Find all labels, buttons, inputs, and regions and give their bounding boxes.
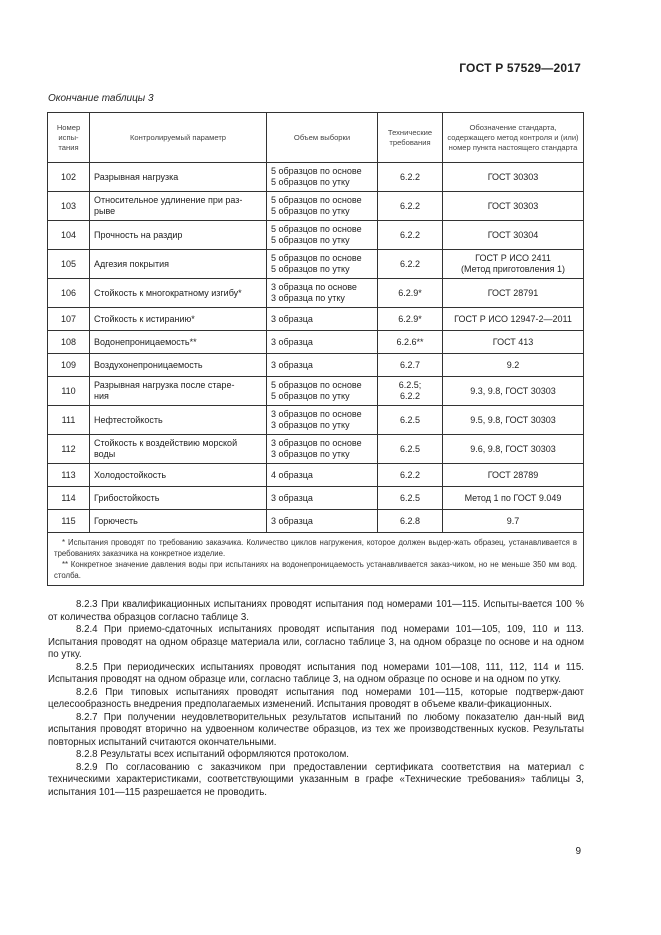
cell-req: 6.2.6**: [378, 331, 443, 354]
cell-sample: 4 образца: [267, 464, 378, 487]
cell-sample: 3 образцов по основе 3 образцов по утку: [267, 406, 378, 435]
requirements-table: [47, 112, 584, 586]
cell-num: 104: [48, 221, 90, 250]
cell-req: 6.2.5; 6.2.2: [378, 377, 443, 406]
cell-param: Холодостойкость: [90, 464, 267, 487]
table-row: [48, 377, 584, 406]
cell-param: Нефтестойкость: [90, 406, 267, 435]
cell-num: 106: [48, 279, 90, 308]
table-row: [48, 435, 584, 464]
cell-sample: 3 образца: [267, 331, 378, 354]
cell-sample: 3 образца: [267, 308, 378, 331]
cell-num: 108: [48, 331, 90, 354]
cell-sample: 3 образца: [267, 354, 378, 377]
cell-std: 9.6, 9.8, ГОСТ 30303: [443, 435, 584, 464]
cell-std: ГОСТ 28791: [443, 279, 584, 308]
paragraph-8-2-6: 8.2.6 При типовых испытаниях проводят испытания под номерами 101—115, которые подтверж-дают целесообразность внедрения предполагаемых изменений. Испытания проводят в объеме квали-фикационных.: [48, 686, 584, 710]
cell-req: 6.2.5: [378, 406, 443, 435]
cell-sample: 3 образцов по основе 3 образцов по утку: [267, 435, 378, 464]
table-row: [48, 487, 584, 510]
table-row: [48, 331, 584, 354]
paragraph-8-2-9: 8.2.9 По согласованию с заказчиком при предоставлении сертификата соответствия на материал с техническими характеристиками, соответствующими указанным в графе «Технические требования» таблицы 3, испытания 101—115 разрешается не проводить.: [48, 761, 584, 798]
document-id: ГОСТ Р 57529—2017: [459, 61, 581, 75]
cell-num: 110: [48, 377, 90, 406]
cell-num: 103: [48, 192, 90, 221]
table-row: [48, 354, 584, 377]
cell-param: Водонепроницаемость**: [90, 331, 267, 354]
cell-num: 109: [48, 354, 90, 377]
note-1: * Испытания проводят по требованию заказчика. Количество циклов нагружения, которое должен выдер-жать образец, устанавливается в требованиях заказчика на конкретное изделие.: [54, 538, 577, 558]
table-row: [48, 510, 584, 533]
cell-num: 111: [48, 406, 90, 435]
header-num: Номер испы-тания: [48, 113, 90, 163]
cell-param: Стойкость к воздействию морской воды: [90, 435, 267, 464]
cell-std: ГОСТ 30304: [443, 221, 584, 250]
table-row: [48, 279, 584, 308]
paragraph-8-2-3: 8.2.3 При квалификационных испытаниях проводят испытания под номерами 101—115. Испыты-вается 100 % от количества образцов согласно таблице 3.: [48, 599, 584, 623]
cell-req: 6.2.5: [378, 435, 443, 464]
page-number: 9: [575, 846, 581, 857]
cell-std: Метод 1 по ГОСТ 9.049: [443, 487, 584, 510]
paragraph-8-2-7: 8.2.7 При получении неудовлетворительных результатов испытаний по любому показателю дан-ный вид испытания проводят вторично на удвоенном количестве образцов, из тех же производственных кусков. Результаты повторных испытаний считаются окончательными.: [48, 711, 584, 748]
cell-num: 113: [48, 464, 90, 487]
table-row: [48, 221, 584, 250]
cell-num: 105: [48, 250, 90, 279]
cell-req: 6.2.2: [378, 221, 443, 250]
cell-std: ГОСТ 30303: [443, 163, 584, 192]
cell-param: Стойкость к многократному изгибу*: [90, 279, 267, 308]
cell-req: 6.2.9*: [378, 279, 443, 308]
notes-row: [48, 533, 584, 586]
cell-param: Горючесть: [90, 510, 267, 533]
table-header-row: [48, 113, 584, 163]
cell-num: 107: [48, 308, 90, 331]
cell-sample: 5 образцов по основе 5 образцов по утку: [267, 221, 378, 250]
cell-std: 9.2: [443, 354, 584, 377]
cell-sample: 5 образцов по основе 5 образцов по утку: [267, 163, 378, 192]
cell-sample: 5 образцов по основе 5 образцов по утку: [267, 377, 378, 406]
cell-param: Адгезия покрытия: [90, 250, 267, 279]
cell-req: 6.2.7: [378, 354, 443, 377]
cell-req: 6.2.2: [378, 250, 443, 279]
cell-param: Грибостойкость: [90, 487, 267, 510]
cell-std: ГОСТ Р ИСО 12947-2—2011: [443, 308, 584, 331]
note-2: ** Конкретное значение давления воды при испытаниях на водонепроницаемость устанавливается заказ-чиком, но не меньше 350 мм вод. столба.: [54, 560, 577, 580]
cell-num: 112: [48, 435, 90, 464]
header-sample: Объем выборки: [267, 113, 378, 163]
paragraph-8-2-5: 8.2.5 При периодических испытаниях проводят испытания под номерами 101—108, 111, 112, 114 и 115. Испытания проводят на одном образце или, согласно таблице 3, на одном образце по основе и на одном по утку.: [48, 661, 584, 685]
cell-std: 9.7: [443, 510, 584, 533]
cell-sample: 5 образцов по основе 5 образцов по утку: [267, 192, 378, 221]
body-text: [48, 599, 584, 799]
table-row: [48, 464, 584, 487]
cell-std: 9.5, 9.8, ГОСТ 30303: [443, 406, 584, 435]
table-caption: Окончание таблицы 3: [48, 93, 154, 104]
cell-sample: 3 образца: [267, 510, 378, 533]
cell-req: 6.2.2: [378, 163, 443, 192]
table-row: [48, 250, 584, 279]
cell-std: ГОСТ 413: [443, 331, 584, 354]
cell-num: 115: [48, 510, 90, 533]
cell-std: ГОСТ 28789: [443, 464, 584, 487]
cell-req: 6.2.5: [378, 487, 443, 510]
cell-std: ГОСТ Р ИСО 2411 (Метод приготовления 1): [443, 250, 584, 279]
cell-sample: 3 образца: [267, 487, 378, 510]
cell-sample: 3 образца по основе 3 образца по утку: [267, 279, 378, 308]
paragraph-8-2-8: 8.2.8 Результаты всех испытаний оформляются протоколом.: [76, 749, 349, 760]
cell-req: 6.2.2: [378, 464, 443, 487]
table-row: [48, 192, 584, 221]
cell-std: ГОСТ 30303: [443, 192, 584, 221]
table-row: [48, 163, 584, 192]
cell-num: 114: [48, 487, 90, 510]
cell-param: Стойкость к истиранию*: [90, 308, 267, 331]
cell-param: Прочность на раздир: [90, 221, 267, 250]
cell-req: 6.2.9*: [378, 308, 443, 331]
cell-sample: 5 образцов по основе 5 образцов по утку: [267, 250, 378, 279]
table-row: [48, 308, 584, 331]
table-row: [48, 406, 584, 435]
cell-param: Относительное удлинение при раз- рыве: [90, 192, 267, 221]
cell-param: Воздухонепроницаемость: [90, 354, 267, 377]
cell-param: Разрывная нагрузка после старе- ния: [90, 377, 267, 406]
table-notes: [48, 533, 584, 586]
paragraph-8-2-4: 8.2.4 При приемо-сдаточных испытаниях проводят испытания под номерами 101—105, 109, 110 и 113. Испытания проводят на одном образце материала или, согласно таблице 3, на одном образце по основе и на одном по утку.: [48, 624, 584, 660]
cell-req: 6.2.8: [378, 510, 443, 533]
header-param: Контролируемый параметр: [90, 113, 267, 163]
header-std: Обозначение стандарта, содержащего метод контроля и (или) номер пункта настоящего стандарта: [443, 113, 584, 163]
cell-param: Разрывная нагрузка: [90, 163, 267, 192]
cell-std: 9.3, 9.8, ГОСТ 30303: [443, 377, 584, 406]
header-req: Технические требования: [378, 113, 443, 163]
cell-req: 6.2.2: [378, 192, 443, 221]
cell-num: 102: [48, 163, 90, 192]
